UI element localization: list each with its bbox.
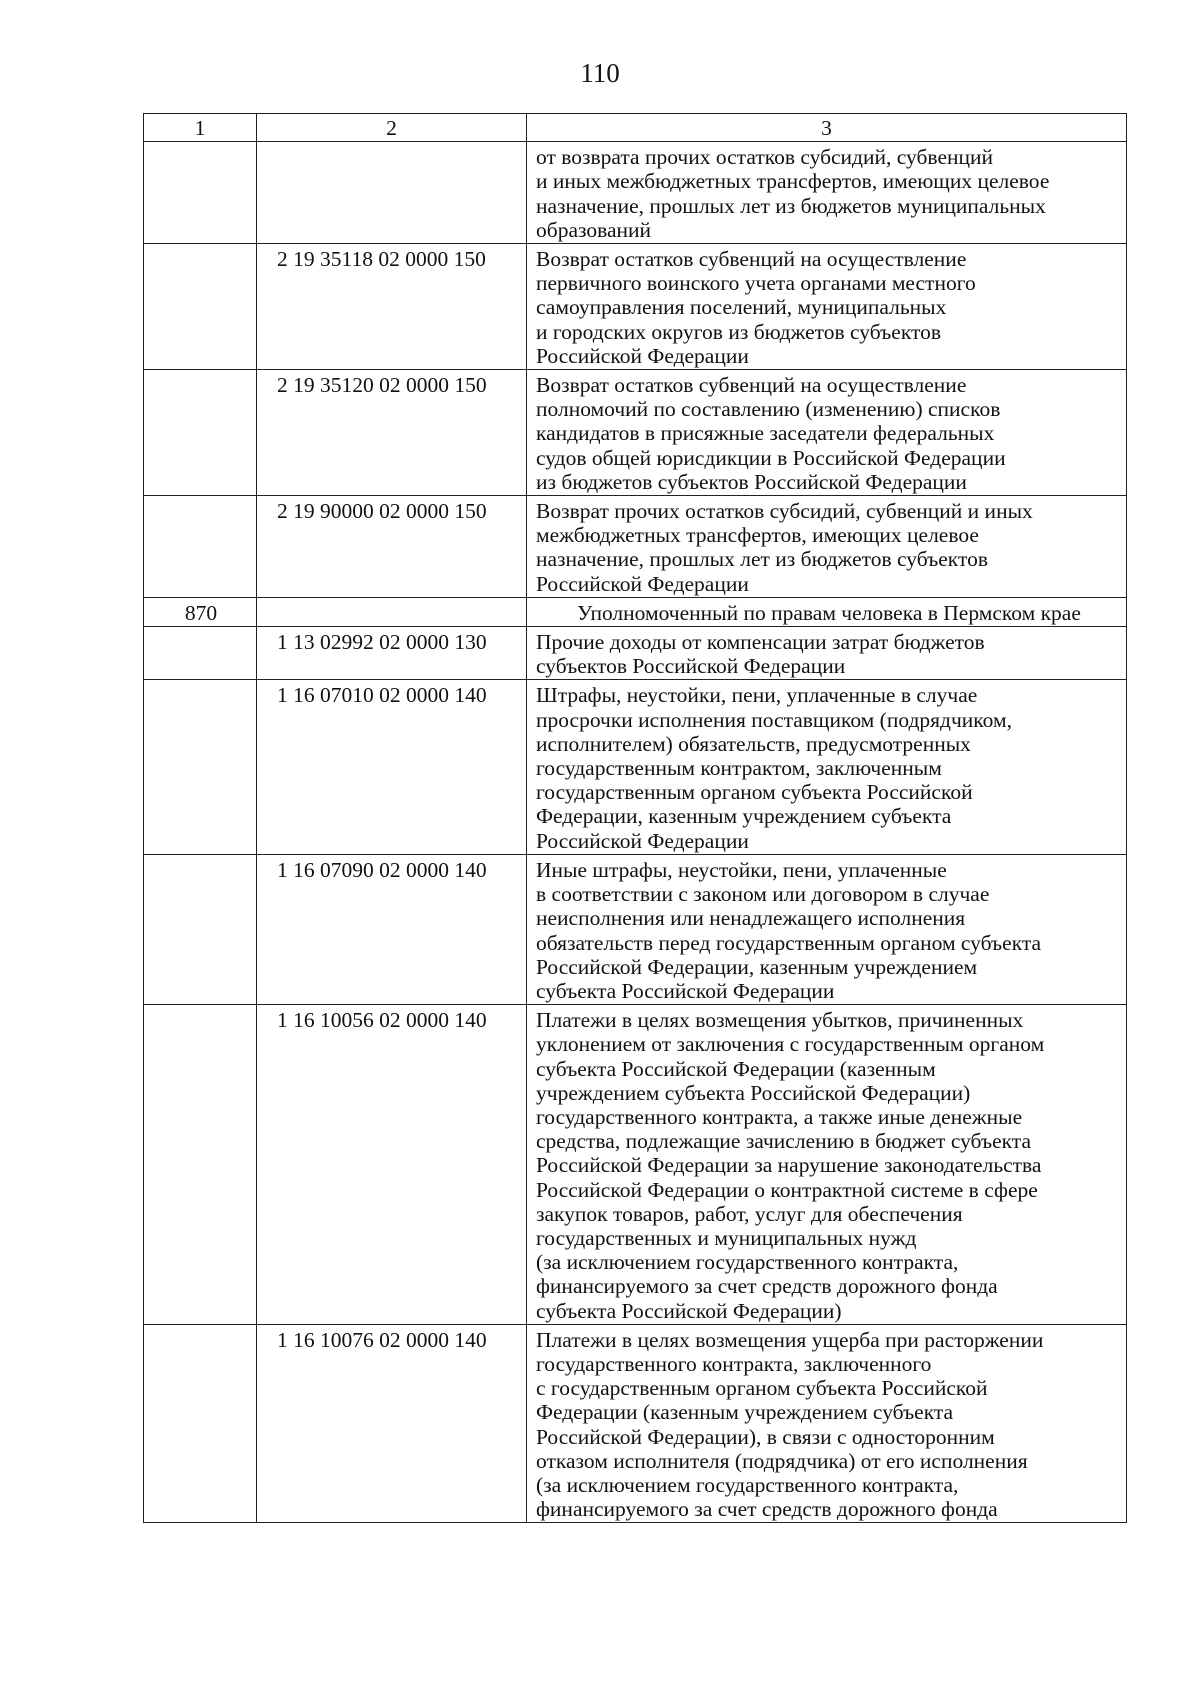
revenue-name-line: Иные штрафы, неустойки, пени, уплаченные [536,857,947,882]
revenue-name-line: с государственным органом субъекта Российской [536,1376,988,1401]
revenue-codes-table [143,113,1127,1523]
table-row [144,1005,1127,1325]
revenue-name-line: (за исключением государственного контракта, [536,1250,959,1275]
revenue-name-line: Российской Федерации, казенным учреждением [536,954,978,979]
revenue-name-line: государственного контракта, заключенного [536,1351,932,1376]
revenue-name-line: финансируемого за счет средств дорожного фонда [536,1497,998,1522]
revenue-name-line: Прочие доходы от компенсации затрат бюджетов [536,630,985,655]
revenue-name-cell [527,496,1127,598]
revenue-name-line: Уполномоченный по правам человека в Пермском крае [577,600,1081,625]
revenue-name-line: просрочки исполнения поставщиком (подрядчиком, [536,707,1012,732]
revenue-name-line: судов общей юрисдикции в Российской Федерации [536,445,1006,470]
revenue-name-line: Российской Федерации [536,343,749,368]
admin-code-cell [144,680,257,854]
table-row [144,244,1127,370]
header-col-1: 1 [144,114,257,142]
admin-code-cell: 870 [144,597,257,626]
revenue-name-cell [527,1324,1127,1523]
table-row [144,370,1127,496]
revenue-name-line: закупок товаров, работ, услуг для обеспечения [536,1201,963,1226]
revenue-code-cell: 1 13 02992 02 0000 130 [257,627,527,680]
revenue-name-line: Российской Федерации), в связи с односторонним [536,1424,995,1449]
revenue-name-line: назначение, прошлых лет из бюджетов муниципальных [536,193,1046,218]
table-row [144,597,1127,626]
revenue-name-line: и иных межбюджетных трансфертов, имеющих целевое [536,169,1050,194]
revenue-name-line: от возврата прочих остатков субсидий, субвенций [536,145,994,170]
revenue-name-line: Возврат остатков субвенций на осуществление [536,247,967,272]
revenue-name-line: Штрафы, неустойки, пени, уплаченные в случае [536,683,978,708]
revenue-name-line: финансируемого за счет средств дорожного фонда [536,1274,998,1299]
admin-code-cell [144,496,257,598]
revenue-name-cell [527,142,1127,244]
revenue-name-line: неисполнения или ненадлежащего исполнения [536,906,966,931]
admin-code-cell [144,370,257,496]
revenue-name-line: (за исключением государственного контракта, [536,1472,959,1497]
revenue-name-line: назначение, прошлых лет из бюджетов субъектов [536,547,988,572]
revenue-name-line: первичного воинского учета органами местного [536,271,976,296]
page-number: 110 [580,58,620,88]
revenue-name-line: межбюджетных трансфертов, имеющих целевое [536,523,979,548]
admin-code-cell [144,142,257,244]
revenue-name-line: государственного контракта, а также иные денежные [536,1104,1023,1129]
revenue-code-cell: 2 19 90000 02 0000 150 [257,496,527,598]
revenue-name-line: Платежи в целях возмещения убытков, причиненных [536,1008,1024,1033]
revenue-name-cell [527,244,1127,370]
revenue-name-line: из бюджетов субъектов Российской Федерации [536,469,967,494]
revenue-name-cell [527,370,1127,496]
table-row [144,1324,1127,1523]
revenue-name-line: Российской Федерации [536,571,749,596]
revenue-name-line: исполнителем) обязательств, предусмотренных [536,731,971,756]
revenue-name-line: Федерации (казенным учреждением субъекта [536,1400,954,1425]
revenue-name-line: Российской Федерации о контрактной системе в сфере [536,1177,1038,1202]
revenue-name-line: субъекта Российской Федерации (казенным [536,1056,936,1081]
header-col-3: 3 [527,114,1127,142]
header-col-2: 2 [257,114,527,142]
revenue-name-line: Возврат прочих остатков субсидий, субвенций и иных [536,499,1033,524]
revenue-name-line: Платежи в целях возмещения ущерба при расторжении [536,1327,1044,1352]
revenue-code-cell: 1 16 10056 02 0000 140 [257,1005,527,1325]
revenue-name-cell [527,1005,1127,1325]
admin-code-cell [144,1005,257,1325]
revenue-name-line: полномочий по составлению (изменению) списков [536,397,1001,422]
revenue-name-line: уклонением от заключения с государственным органом [536,1032,1045,1057]
revenue-code-cell [257,142,527,244]
revenue-name-line: средства, подлежащие зачислению в бюджет субъекта [536,1129,1031,1154]
admin-code-cell [144,1324,257,1523]
admin-code-cell [144,627,257,680]
revenue-name-line: образований [536,217,652,242]
table-row [144,627,1127,680]
revenue-name-cell [527,680,1127,854]
revenue-name-line: обязательств перед государственным органом субъекта [536,930,1042,955]
revenue-code-cell: 1 16 07090 02 0000 140 [257,854,527,1004]
revenue-name-line: и городских округов из бюджетов субъектов [536,319,942,344]
revenue-code-cell: 1 16 10076 02 0000 140 [257,1324,527,1523]
table-header-row [144,114,1127,142]
revenue-name-cell [527,854,1127,1004]
table-row [144,680,1127,854]
revenue-code-cell: 2 19 35118 02 0000 150 [257,244,527,370]
revenue-name-line: самоуправления поселений, муниципальных [536,295,947,320]
revenue-name-line: субъекта Российской Федерации) [536,1298,842,1323]
revenue-name-line: государственным контрактом, заключенным [536,756,942,781]
revenue-name-line: субъекта Российской Федерации [536,978,835,1003]
revenue-name-line: государственным органом субъекта Российской [536,780,973,805]
revenue-name-line: в соответствии с законом или договором в случае [536,882,990,907]
revenue-name-line: отказом исполнителя (подрядчика) от его исполнения [536,1448,1028,1473]
revenue-code-cell: 2 19 35120 02 0000 150 [257,370,527,496]
revenue-name-line: Российской Федерации за нарушение законодательства [536,1153,1042,1178]
revenue-code-cell: 1 16 07010 02 0000 140 [257,680,527,854]
revenue-name-cell [527,627,1127,680]
table-row [144,854,1127,1004]
revenue-code-cell [257,597,527,626]
revenue-name-line: Российской Федерации [536,828,749,853]
table-row [144,142,1127,244]
admin-code-cell [144,854,257,1004]
revenue-name-line: кандидатов в присяжные заседатели федеральных [536,421,995,446]
admin-code-cell [144,244,257,370]
revenue-name-line: учреждением субъекта Российской Федерации) [536,1080,971,1105]
revenue-name-line: Федерации, казенным учреждением субъекта [536,804,952,829]
revenue-name-line: субъектов Российской Федерации [536,654,846,679]
revenue-name-line: государственных и муниципальных нужд [536,1225,917,1250]
table-row [144,496,1127,598]
revenue-name-line: Возврат остатков субвенций на осуществление [536,373,967,398]
revenue-name-cell [527,597,1127,626]
